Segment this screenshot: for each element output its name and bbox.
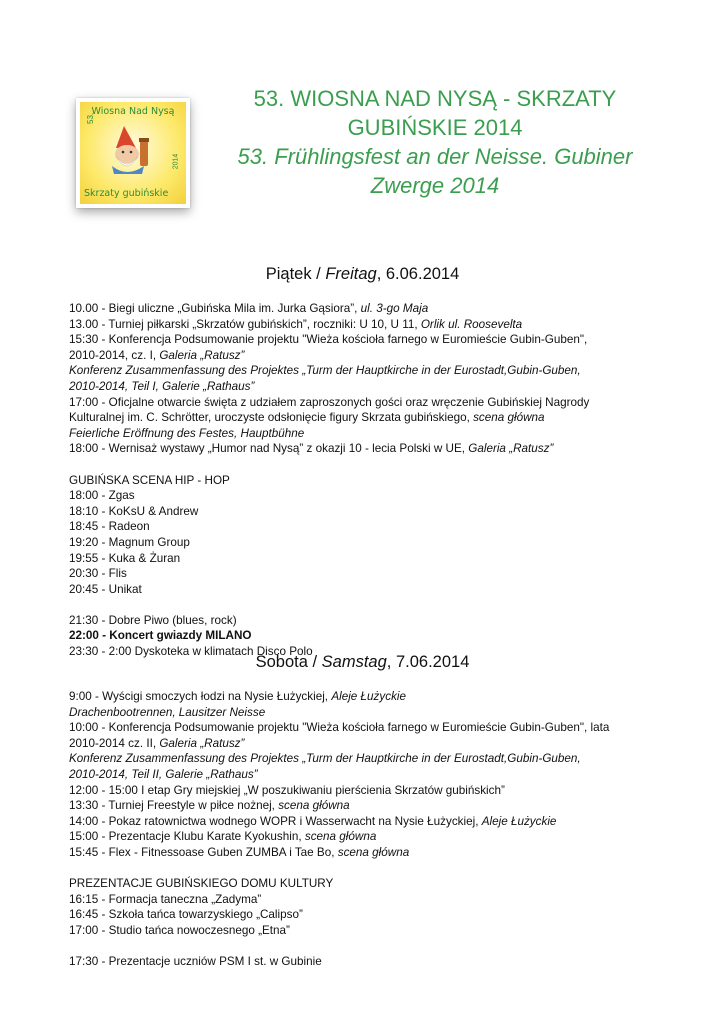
spacer — [69, 861, 669, 877]
event-text: GUBIŃSKA SCENA HIP - HOP — [69, 473, 230, 487]
schedule-line — [69, 876, 669, 892]
location-text: Feierliche Eröffnung des Festes, Hauptbühne — [69, 426, 305, 440]
event-text: 10.00 - Biegi uliczne „Gubińska Mila im. Jurka Gąsiora”, — [69, 302, 361, 315]
logo-top-text: Wiosna Nad Nysą — [91, 106, 175, 117]
location-text: Konferenz Zusammenfassung des Projektes „Turm der Hauptkirche in der Eurostadt,Gubin-Guben, — [69, 752, 581, 766]
schedule-line — [69, 892, 669, 908]
event-text: 15:00 - Prezentacje Klubu Karate Kyokushin, — [69, 830, 305, 844]
document-title — [220, 84, 650, 200]
event-text: 17:00 - Studio tańca nowoczesnego „Etna” — [69, 923, 290, 937]
title-polish-line-2: GUBIŃSKIE 2014 — [347, 115, 523, 140]
event-text: 15:45 - Flex - Fitnessoase Guben ZUMBA i Tae Bo, — [69, 845, 338, 859]
event-text: 2010-2014, cz. I, — [69, 348, 160, 362]
event-text: 12:00 - 15:00 I etap Gry miejskiej „W poszukiwaniu pierścienia Skrzatów gubińskich” — [69, 783, 505, 797]
day-date: , 7.06.2014 — [386, 653, 470, 671]
logo-year: 2014 — [172, 153, 180, 170]
schedule-line — [69, 551, 669, 567]
schedule-line — [69, 410, 669, 426]
location-text: Galeria „Ratusz” — [159, 348, 245, 362]
schedule-friday — [69, 301, 669, 660]
logo-number: 53. — [86, 112, 95, 124]
schedule-line — [69, 488, 669, 504]
location-text: Aleje Łużyckie — [481, 814, 557, 828]
schedule-line — [69, 736, 669, 752]
event-text: 18:00 - Wernisaż wystawy „Humor nad Nysą” z okazji 10 - lecia Polski w UE, — [69, 442, 469, 456]
event-text: 19:20 - Magnum Group — [69, 535, 190, 549]
event-text: 16:15 - Formacja taneczna „Zadyma” — [69, 892, 262, 906]
title-german-line-1: 53. Frühlingsfest an der Neisse. Gubiner — [237, 144, 633, 169]
event-text: 18:10 - KoKsU & Andrew — [69, 504, 199, 518]
event-text: 18:00 - Zgas — [69, 489, 135, 503]
spacer — [69, 597, 669, 613]
schedule-line — [69, 582, 669, 598]
location-text: scena główna — [473, 411, 545, 425]
gnome-illustration-icon — [102, 120, 162, 180]
schedule-line — [69, 613, 669, 629]
title-polish-line-1: 53. WIOSNA NAD NYSĄ - SKRZATY — [253, 86, 617, 111]
schedule-line — [69, 720, 669, 736]
schedule-line — [69, 907, 669, 923]
schedule-line — [69, 504, 669, 520]
logo-bottom-text: Skrzaty gubińskie — [84, 188, 169, 199]
event-text: 10:00 - Konferencja Podsumowanie projektu "Wieża kościoła farnego w Euromieście Gubin-Guben", lata — [69, 721, 610, 735]
location-text: Konferenz Zusammenfassung des Projektes „Turm der Hauptkirche in der Eurostadt,Gubin-Guben, — [69, 364, 581, 378]
schedule-line — [69, 829, 669, 845]
schedule-line — [69, 332, 669, 348]
schedule-line — [69, 923, 669, 939]
event-text: PREZENTACJE GUBIŃSKIEGO DOMU KULTURY — [69, 877, 334, 891]
schedule-line — [69, 379, 669, 395]
location-text: Galeria „Ratusz” — [159, 736, 245, 750]
event-text: Kulturalnej im. C. Schrötter, uroczyste odsłonięcie figury Skrzata gubińskiego, — [69, 411, 474, 425]
title-german-line-2: Zwerge 2014 — [370, 173, 500, 198]
spacer — [69, 939, 669, 955]
event-text: 18:45 - Radeon — [69, 520, 150, 534]
schedule-line — [69, 705, 669, 721]
schedule-line — [69, 783, 669, 799]
location-text: scena główna — [337, 845, 410, 859]
day-date: , 6.06.2014 — [376, 265, 460, 283]
day-heading-friday — [0, 265, 725, 284]
location-text: scena główna — [278, 799, 350, 813]
event-text: 13.00 - Turniej piłkarski „Skrzatów gubińskich”, roczniki: U 10, U 11, — [69, 317, 421, 331]
event-text: 17:30 - Prezentacje uczniów PSM I st. w Gubinie — [69, 955, 322, 969]
schedule-line — [69, 473, 669, 489]
location-text: scena główna — [304, 830, 377, 844]
schedule-line — [69, 395, 669, 411]
spacer — [69, 457, 669, 473]
event-text: 22:00 - Koncert gwiazdy MILANO — [69, 629, 252, 643]
event-text: 20:30 - Flis — [69, 567, 127, 581]
location-text: 2010-2014, Teil II, Galerie „Rathaus” — [69, 767, 258, 781]
event-text: 17:00 - Oficjalne otwarcie święta z udziałem zaproszonych gości oraz wręczenie Gubińskiej Nagrody — [69, 395, 590, 409]
schedule-line — [69, 798, 669, 814]
schedule-line — [69, 363, 669, 379]
schedule-line — [69, 628, 669, 644]
day-name-german: Samstag — [321, 653, 387, 671]
event-text: 20:45 - Unikat — [69, 582, 142, 596]
day-name-polish: Sobota / — [255, 653, 322, 671]
day-name-german: Freitag — [325, 265, 377, 283]
schedule-line — [69, 441, 669, 457]
location-text: 2010-2014, Teil I, Galerie „Rathaus” — [69, 379, 255, 393]
schedule-line — [69, 317, 669, 333]
event-text: 19:55 - Kuka & Żuran — [69, 551, 181, 565]
event-text: 21:30 - Dobre Piwo (blues, rock) — [69, 613, 237, 627]
event-text: 15:30 - Konferencja Podsumowanie projektu "Wieża kościoła farnego w Euromieście Gubin-Guben", — [69, 333, 588, 347]
day-name-polish: Piątek / — [265, 265, 326, 283]
schedule-line — [69, 751, 669, 767]
schedule-line — [69, 767, 669, 783]
event-text: 16:45 - Szkoła tańca towarzyskiego „Calipso” — [69, 908, 303, 922]
event-text: 9:00 - Wyścigi smoczych łodzi na Nysie Łużyckiej, — [69, 690, 332, 703]
event-text: 13:30 - Turniej Freestyle w piłce nożnej, — [69, 799, 279, 813]
schedule-line — [69, 301, 669, 317]
schedule-line — [69, 426, 669, 442]
schedule-line — [69, 566, 669, 582]
schedule-line — [69, 519, 669, 535]
day-heading-saturday — [0, 653, 725, 672]
location-text: Galeria „Ratusz” — [468, 442, 554, 456]
schedule-line — [69, 814, 669, 830]
schedule-saturday — [69, 689, 669, 970]
schedule-line — [69, 954, 669, 970]
event-text: 2010-2014 cz. II, — [69, 736, 160, 750]
location-text: ul. 3-go Maja — [360, 302, 429, 315]
event-text: 23:30 - 2:00 Dyskoteka w klimatach Disco Polo — [69, 645, 313, 659]
location-text: Aleje Łużyckie — [331, 690, 407, 703]
event-text: 14:00 - Pokaz ratownictwa wodnego WOPR i Wasserwacht na Nysie Łużyckiej, — [69, 814, 482, 828]
festival-logo — [76, 98, 190, 208]
location-text: Drachenbootrennen, Lausitzer Neisse — [69, 705, 266, 719]
schedule-line — [69, 845, 669, 861]
schedule-line — [69, 348, 669, 364]
schedule-line — [69, 689, 669, 705]
location-text: Orlik ul. Roosevelta — [420, 317, 523, 331]
schedule-line — [69, 535, 669, 551]
